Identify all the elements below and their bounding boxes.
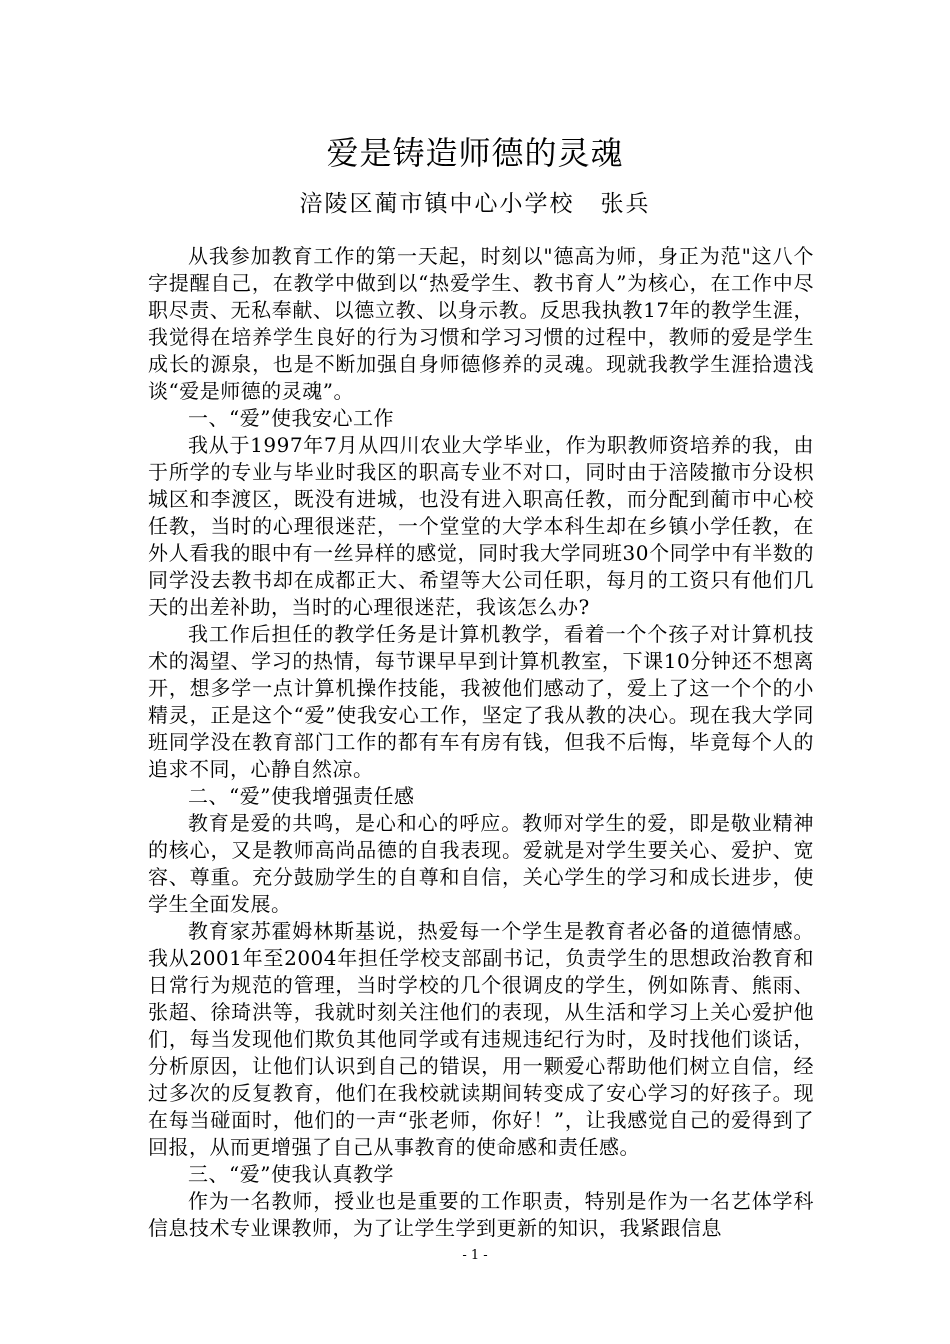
author-line — [0, 185, 950, 218]
paragraph: 作为一名教师，授业也是重要的工作职责，特别是作为一名艺体学科信息技术专业课教师，为了让学生学到更新的知识，我紧跟信息 — [148, 1189, 814, 1240]
paragraph: 教育家苏霍姆林斯基说，热爱每一个学生是教育者必备的道德情感。我从2001年至2004年担任学校支部副书记，负责学生的思想政治教育和日常行为规范的管理，当时学校的几个很调皮的学生，例如陈青、熊雨、张超、徐琦洪等，我就时刻关注他们的表现，从生活和学习上关心爱护他们，每当发现他们欺负其他同学或有违规违纪行为时，及时找他们谈话，分析原因，让他们认识到自己的错误，用一颗爱心帮助他们树立自信，经过多次的反复教育，他们在我校就读期间转变成了安心学习的好孩子。现在每当碰面时，他们的一声“张老师，你好！”，让我感觉自己的爱得到了回报，从而更增强了自己从事教育的使命感和责任感。 — [148, 919, 814, 1159]
paragraph-intro: 从我参加教育工作的第一天起，时刻以"德高为师，身正为范"这八个字提醒自己，在教学中做到以“热爱学生、教书育人”为核心，在工作中尽职尽责、无私奉献、以德立教、以身示教。反思我执教17年的教学生涯，我觉得在培养学生良好的行为习惯和学习习惯的过程中，教师的爱是学生成长的源泉，也是不断加强自身师德修养的灵魂。现就我教学生涯拾遗浅谈“爱是师德的灵魂”。 — [148, 244, 814, 403]
section-heading-2: 二、“爱”使我增强责任感 — [188, 784, 415, 808]
paragraph: 我工作后担任的教学任务是计算机教学，看着一个个孩子对计算机技术的渴望、学习的热情，每节课早早到计算机教室，下课10分钟还不想离开，想多学一点计算机操作技能，我被他们感动了，爱上了这一个个的小精灵，正是这个“爱”使我安心工作，坚定了我从教的决心。现在我大学同班同学没在教育部门工作的都有车有房有钱，但我不后悔，毕竟每个人的追求不同，心静自然凉。 — [148, 622, 814, 781]
section-heading-3: 三、“爱”使我认真教学 — [188, 1162, 394, 1186]
author-school: 涪陵区蔺市镇中心小学校 — [299, 191, 575, 217]
paragraph: 我从于1997年7月从四川农业大学毕业，作为职教师资培养的我，由于所学的专业与毕业时我区的职高专业不对口，同时由于涪陵撤市分设枳城区和李渡区，既没有进城，也没有进入职高任教，而分配到蔺市中心校任教，当时的心理很迷茫，一个堂堂的大学本科生却在乡镇小学任教，在外人看我的眼中有一丝异样的感觉，同时我大学同班30个同学中有半数的同学没去教书却在成都正大、希望等大公司任职，每月的工资只有他们几天的出差补助，当时的心理很迷茫，我该怎么办? — [148, 433, 814, 619]
document-title: 爱是铸造师德的灵魂 — [326, 134, 624, 172]
page-number: - 1 - — [462, 1248, 488, 1263]
section-heading-1: 一、“爱”使我安心工作 — [188, 406, 394, 430]
author-name: 张兵 — [600, 191, 651, 217]
document-body — [148, 243, 814, 1242]
paragraph: 教育是爱的共鸣，是心和心的呼应。教师对学生的爱，即是敬业精神的核心，又是教师高尚品德的自我表现。爱就是对学生要关心、爱护、宽容、尊重。充分鼓励学生的自尊和自信，关心学生的学习和成长进步，使学生全面发展。 — [148, 811, 814, 916]
